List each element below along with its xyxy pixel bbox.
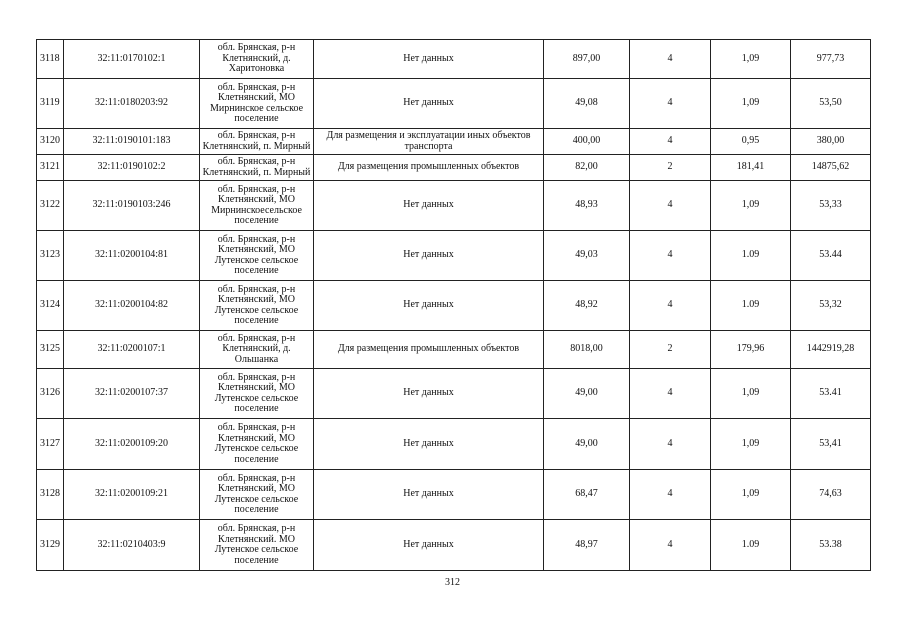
- group-cell: 4: [630, 129, 711, 155]
- group-cell: 2: [630, 155, 711, 181]
- cadastral-number: 32:11:0200107:37: [64, 369, 200, 419]
- rate-cell: 1,09: [711, 470, 791, 520]
- rate-cell: 1.09: [711, 231, 791, 281]
- address-cell: обл. Брянская, р-н Клетнянский, д. Ольшанка: [200, 331, 314, 369]
- land-registry-table: [36, 39, 871, 571]
- value-cell: 977,73: [791, 40, 871, 79]
- permitted-use: Для размещения промышленных объектов: [314, 155, 544, 181]
- rate-cell: 1,09: [711, 369, 791, 419]
- cadastral-number: 32:11:0170102:1: [64, 40, 200, 79]
- group-cell: 4: [630, 369, 711, 419]
- value-cell: 14875,62: [791, 155, 871, 181]
- rate-cell: 1.09: [711, 520, 791, 571]
- table-row: [37, 181, 871, 231]
- rate-cell: 1,09: [711, 181, 791, 231]
- row-number: 3128: [37, 470, 64, 520]
- row-number: 3127: [37, 419, 64, 470]
- table-row: [37, 40, 871, 79]
- rate-cell: 179,96: [711, 331, 791, 369]
- address-cell: обл. Брянская, р-н Клетнянский, МО Лутенское сельское поселение: [200, 281, 314, 331]
- table-row: [37, 155, 871, 181]
- cadastral-number: 32:11:0200104:82: [64, 281, 200, 331]
- group-cell: 4: [630, 181, 711, 231]
- cadastral-number: 32:11:0190101:183: [64, 129, 200, 155]
- value-cell: 53,41: [791, 419, 871, 470]
- address-cell: обл. Брянская, р-н Клетнянский, МО Мирнинскоесельское поселение: [200, 181, 314, 231]
- value-cell: 53,33: [791, 181, 871, 231]
- area-cell: 897,00: [544, 40, 630, 79]
- group-cell: 4: [630, 281, 711, 331]
- address-cell: обл. Брянская, р-н Клетнянский, п. Мирный: [200, 155, 314, 181]
- rate-cell: 0,95: [711, 129, 791, 155]
- row-number: 3118: [37, 40, 64, 79]
- value-cell: 53.38: [791, 520, 871, 571]
- address-cell: обл. Брянская, р-н Клетнянский, МО Лутенское сельское поселение: [200, 419, 314, 470]
- rate-cell: 1,09: [711, 40, 791, 79]
- address-cell: обл. Брянская, р-н Клетнянский, МО Лутенское сельское поселение: [200, 369, 314, 419]
- area-cell: 49,03: [544, 231, 630, 281]
- group-cell: 4: [630, 419, 711, 470]
- table-row: [37, 331, 871, 369]
- permitted-use: Нет данных: [314, 369, 544, 419]
- row-number: 3123: [37, 231, 64, 281]
- value-cell: 1442919,28: [791, 331, 871, 369]
- permitted-use: Нет данных: [314, 419, 544, 470]
- area-cell: 400,00: [544, 129, 630, 155]
- address-cell: обл. Брянская, р-н Клетнянский, МО Лутенское сельское поселение: [200, 470, 314, 520]
- address-cell: обл. Брянская, р-н Клетнянский, МО Лутенское сельское поселение: [200, 231, 314, 281]
- table-row: [37, 231, 871, 281]
- table-row: [37, 419, 871, 470]
- permitted-use: Нет данных: [314, 40, 544, 79]
- area-cell: 68,47: [544, 470, 630, 520]
- cadastral-number: 32:11:0210403:9: [64, 520, 200, 571]
- permitted-use: Нет данных: [314, 470, 544, 520]
- cadastral-number: 32:11:0180203:92: [64, 79, 200, 129]
- group-cell: 4: [630, 79, 711, 129]
- row-number: 3119: [37, 79, 64, 129]
- area-cell: 49,00: [544, 419, 630, 470]
- table-row: [37, 369, 871, 419]
- rate-cell: 181,41: [711, 155, 791, 181]
- address-cell: обл. Брянская, р-н Клетнянский, МО Мирнинское сельское поселение: [200, 79, 314, 129]
- area-cell: 48,97: [544, 520, 630, 571]
- permitted-use: Для размещения и эксплуатации иных объектов транспорта: [314, 129, 544, 155]
- table-row: [37, 79, 871, 129]
- permitted-use: Нет данных: [314, 520, 544, 571]
- cadastral-number: 32:11:0190103:246: [64, 181, 200, 231]
- cadastral-number: 32:11:0200104:81: [64, 231, 200, 281]
- cadastral-number: 32:11:0200107:1: [64, 331, 200, 369]
- rate-cell: 1,09: [711, 419, 791, 470]
- table-row: [37, 520, 871, 571]
- group-cell: 4: [630, 231, 711, 281]
- table-row: [37, 470, 871, 520]
- rate-cell: 1,09: [711, 79, 791, 129]
- permitted-use: Для размещения промышленных объектов: [314, 331, 544, 369]
- permitted-use: Нет данных: [314, 281, 544, 331]
- cadastral-number: 32:11:0190102:2: [64, 155, 200, 181]
- area-cell: 48,93: [544, 181, 630, 231]
- cadastral-number: 32:11:0200109:20: [64, 419, 200, 470]
- area-cell: 82,00: [544, 155, 630, 181]
- row-number: 3126: [37, 369, 64, 419]
- value-cell: 53,32: [791, 281, 871, 331]
- address-cell: обл. Брянская, р-н Клетнянский. МО Лутенское сельское поселение: [200, 520, 314, 571]
- address-cell: обл. Брянская, р-н Клетнянский, п. Мирный: [200, 129, 314, 155]
- row-number: 3129: [37, 520, 64, 571]
- value-cell: 380,00: [791, 129, 871, 155]
- area-cell: 8018,00: [544, 331, 630, 369]
- permitted-use: Нет данных: [314, 181, 544, 231]
- row-number: 3122: [37, 181, 64, 231]
- area-cell: 49,00: [544, 369, 630, 419]
- row-number: 3124: [37, 281, 64, 331]
- area-cell: 49,08: [544, 79, 630, 129]
- rate-cell: 1.09: [711, 281, 791, 331]
- cadastral-number: 32:11:0200109:21: [64, 470, 200, 520]
- table-row: [37, 129, 871, 155]
- page-number: 312: [445, 577, 460, 588]
- permitted-use: Нет данных: [314, 79, 544, 129]
- group-cell: 4: [630, 520, 711, 571]
- row-number: 3125: [37, 331, 64, 369]
- group-cell: 2: [630, 331, 711, 369]
- address-cell: обл. Брянская, р-н Клетнянский, д. Харитоновка: [200, 40, 314, 79]
- value-cell: 53,50: [791, 79, 871, 129]
- group-cell: 4: [630, 40, 711, 79]
- table-row: [37, 281, 871, 331]
- row-number: 3120: [37, 129, 64, 155]
- row-number: 3121: [37, 155, 64, 181]
- group-cell: 4: [630, 470, 711, 520]
- value-cell: 53.44: [791, 231, 871, 281]
- value-cell: 53.41: [791, 369, 871, 419]
- permitted-use: Нет данных: [314, 231, 544, 281]
- value-cell: 74,63: [791, 470, 871, 520]
- area-cell: 48,92: [544, 281, 630, 331]
